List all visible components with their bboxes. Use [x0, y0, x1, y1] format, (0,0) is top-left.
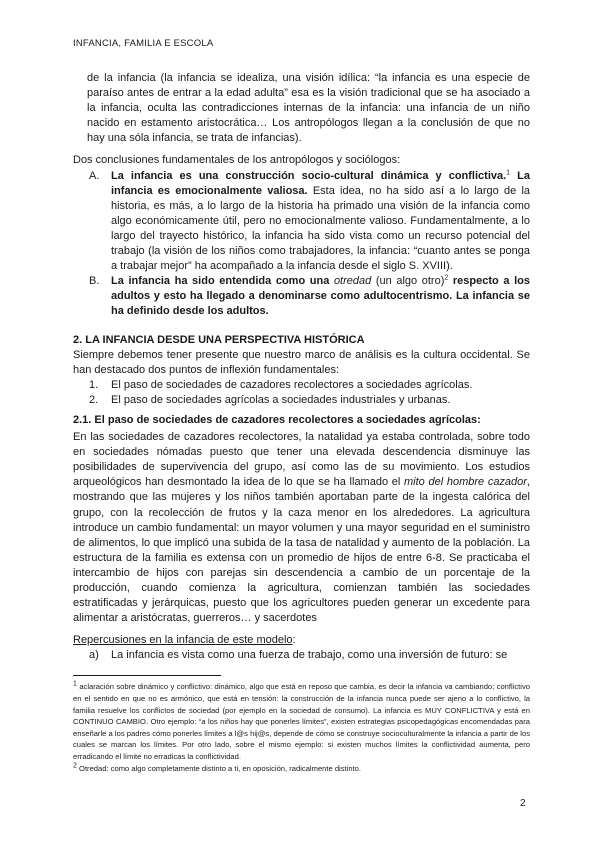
repercusiones-list: [73, 648, 530, 663]
section-heading-2-1: 2.1. El paso de sociedades de cazadores recolectores a sociedades agrícolas:: [73, 413, 481, 426]
list-item: [73, 378, 530, 393]
section-2-1-paragraph: [73, 430, 530, 626]
conclusion-item-b: [73, 274, 530, 319]
repercusiones-heading: Repercusiones en la infancia de este modelo: [73, 634, 293, 647]
conclusions-heading: Dos conclusiones fundamentales de los antropólogos y sociólogos:: [73, 154, 401, 167]
bold-statement: La infancia ha sido entendida como una: [111, 275, 330, 288]
paragraph-text: En las sociedades de cazadores recolectores, la natalidad ya estaba controlada, sobre todo en sociedades nómadas puesto que tener una elevada descendencia disminuye las posibilidades de supervivencia del grupo, así como las de su movimiento. Los estudios arqueológicos han desmontado la idea de lo que se ha llamado el: [73, 431, 530, 489]
list-marker: a): [89, 649, 99, 662]
list-item: [73, 648, 530, 663]
list-item-text: El paso de sociedades agrícolas a sociedades industriales y urbanas.: [111, 393, 451, 406]
list-marker: 1.: [89, 378, 99, 391]
page-number: 2: [520, 798, 526, 809]
repercusiones-heading-line: [73, 633, 530, 648]
bold-statement: La infancia es una construcción socio-cultural dinámica y conflictiva.: [111, 169, 507, 182]
footnote-separator: [73, 675, 221, 676]
paragraph-text: , mostrando que las mujeres y los niños también aportaban parte de la ingesta calórica del grupo, con la recolección de frutos y la caza menor en los alrededores. La agricultura introduce un cambio fundamental: un mayor volumen y una mayor seguridad en el suministro de alimentos, lo que implicó una subida de la tasa de natalidad y aumento de la población. La estructura de la familia es extensa con un promedio de hijos de entre 6-8. Se practicaba el intercambio de hijos con parejas sin descendencia a cambio de un porcentaje de la producción, cuando comienza la agricultura, comienzan también las sociedades estratificadas y jerárquicas, puesto que los agricultores pueden generar un excedente para alimentar a aristócratas, guerreros… y sacerdotes: [73, 476, 531, 625]
italic-term: mito del hombre cazador: [404, 476, 527, 489]
footnote-text: Otredad: como algo completamente distinto a ti, en oposición, radicalmente distinto.: [79, 763, 361, 773]
footnote-2: [73, 763, 530, 775]
italic-term: otredad: [333, 275, 372, 288]
list-marker: 2.: [89, 393, 99, 406]
footnote-text: aclaración sobre dinámico y conflictivo: dinámico, algo que está en reposo que cambia, es decir la infancia va cambiando; conflictivo en el sentido en que no es armónico, que está en tensión: la construcción de la infancia nunca puede ser ajeno a lo conflictivo, la familia resuelve los conflictos de sociedad (por ejemplo en la sociedad de consumo). La infancia es MUY CONFLICTIVA y está en CONTINUO CAMBIO. Otro ejemplo: “a los niños hay que ponerles límites”, existen estrategias psicopedagógicas encomendadas para enseñarle a los padres cómo ponerles límites a l@s hij@s, depende de cómo se construye socioculturalmente la infancia a partir de los cuales se marcan los límites. Por otro lado, sobre el mismo ejemplo: si existen muchos límites la conflictividad aumenta, pero erradicando el límite no erradicas la conflictividad.: [73, 682, 530, 762]
section-2-intro: Siempre debemos tener presente que nuestro marco de análisis es la cultura occidental. Se han destacado dos puntos de inflexión fundamentales:: [73, 348, 530, 376]
bold-statement: La infancia es emocionalmente valiosa.: [111, 169, 530, 197]
conclusions-list: [73, 169, 530, 320]
conclusion-item-a: [73, 169, 530, 275]
section-heading-2: 2. LA INFANCIA DESDE UNA PERSPECTIVA HISTÓRICA: [73, 333, 365, 346]
page-body: [73, 71, 530, 774]
list-item-text: La infancia es vista como una fuerza de trabajo, como una inversión de futuro: se: [111, 649, 508, 662]
bold-statement: respecto a los adultos y esto ha llegado a denominarse como adultocentrismo. La infancia se ha definido desde los adultos.: [111, 275, 530, 318]
conclusion-text: Esta idea, no ha sido así a lo largo de la historia, es más, a lo largo de la historia ha primado una visión de la infancia como algo económicamente útil, pero no emocionalmente valioso. Fundamentalmente, a lo largo del trayecto histórico, la infancia ha sido vista como un recurso potencial del trabajo (la visión de los niños como trabajadores, la infancia: “cuanto antes se ponga a trabajar mejor” ha acompañado a la infancia desde el siglo S. XVIII).: [111, 184, 531, 273]
footnote-number: 1: [73, 680, 77, 688]
intro-continuation-paragraph: de la infancia (la infancia se idealiza, una visión idílica: “la infancia es una especie de paraíso antes de entrar a la edad adulta” esa es la visión tradicional que se ha asociado a la infancia, oculta las contradicciones internas de la infancia: una infancia de un niño nacido en estamento aristocrática… Los antropólogos llegan a la conclusión de que no hay una sóla infancia, se trata de infancias).: [87, 72, 530, 145]
footnote-ref-2[interactable]: 2: [444, 274, 449, 282]
list-item: [73, 393, 530, 408]
heading-colon: :: [292, 634, 296, 647]
footnote-number: 2: [73, 762, 77, 770]
list-marker: B.: [89, 275, 100, 288]
inflection-points-list: [73, 378, 530, 408]
footnote-ref-1[interactable]: 1: [506, 168, 511, 176]
running-header: INFANCIA, FAMILIA E ESCOLA: [73, 38, 214, 49]
parenthetical: (un algo otro): [375, 275, 445, 288]
footnote-1: [73, 681, 530, 762]
list-marker: A.: [89, 169, 100, 182]
list-item-text: El paso de sociedades de cazadores recolectores a sociedades agrícolas.: [111, 378, 473, 391]
